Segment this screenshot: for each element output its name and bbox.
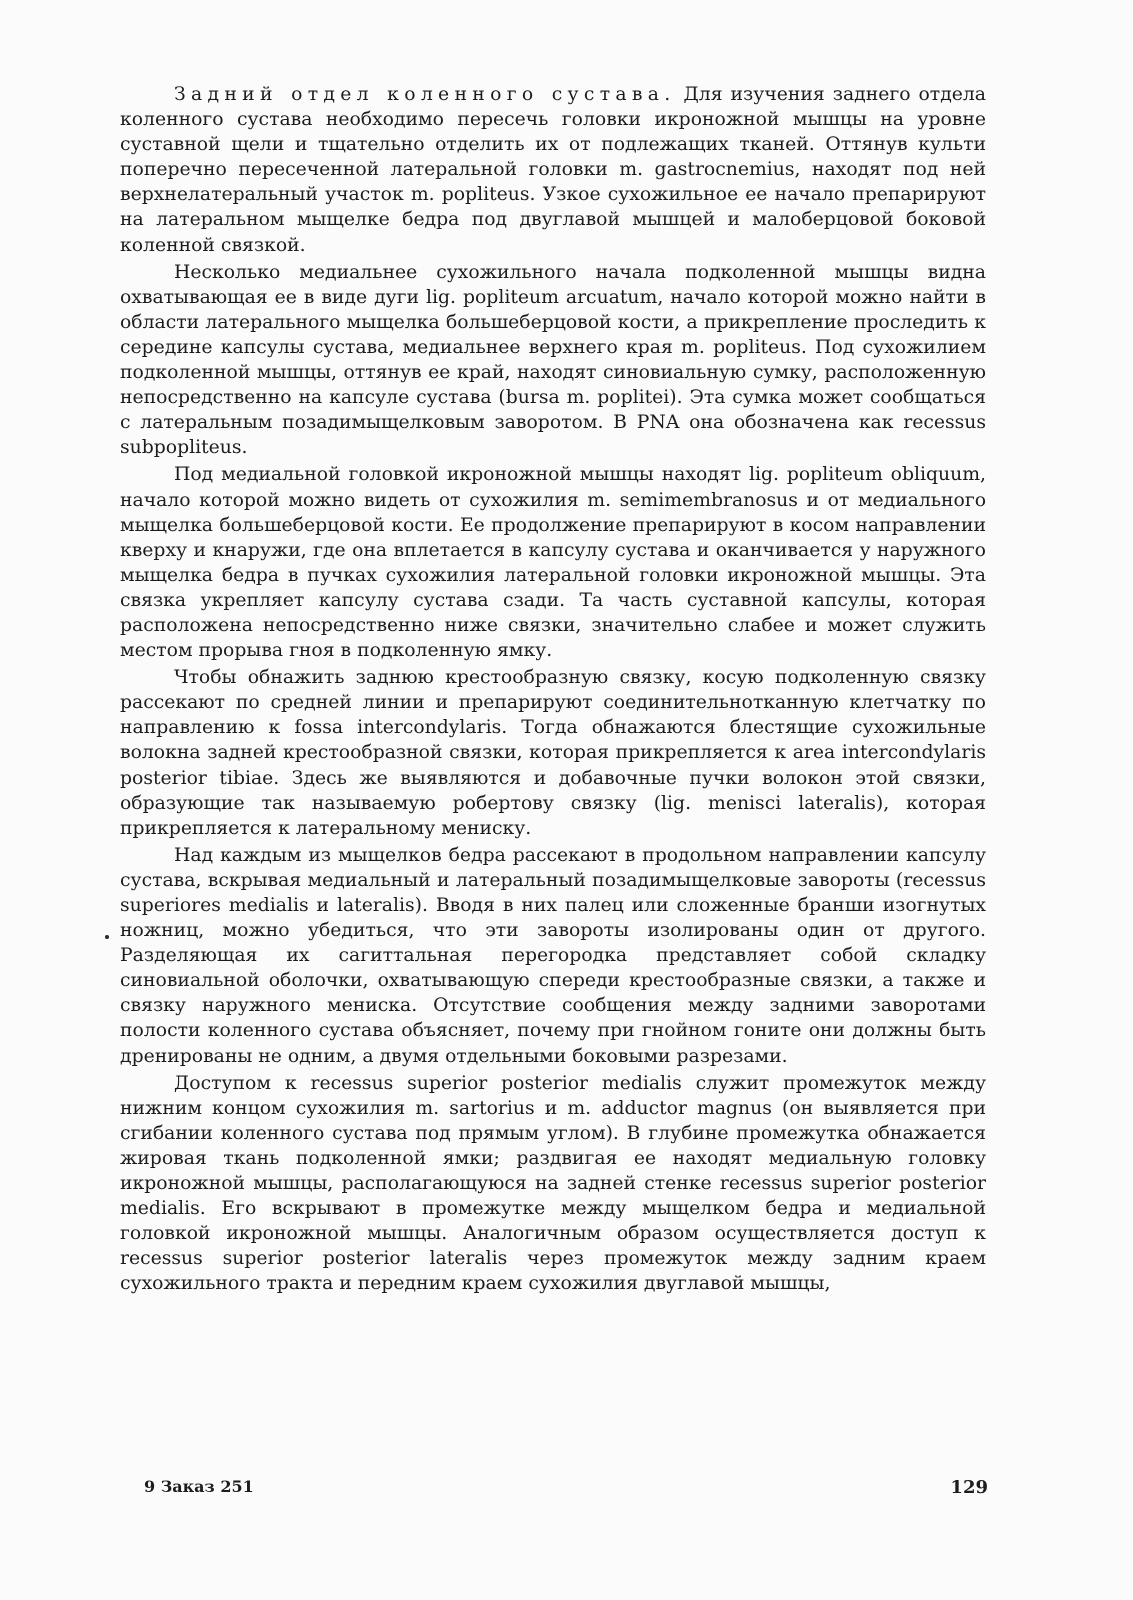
paragraph-2: Несколько медиальнее сухожильного начала подколенной мышцы видна охватывающая ее в виде дуги lig. popliteum arcuatum, начало которой можно найти в области латерального мыщелка большеберцовой кости, а прикрепление проследить к середине капсулы сустава, медиальнее верхнего края m. popliteus. Под сухожилием подколенной мышцы, оттянув ее край, находят синовиальную сумку, расположенную непосредственно на капсуле сустава (bursa m. poplitei). Эта сумка может сообщаться с латеральным позадимыщелковым заворотом. В PNA она обозначена как recessus subpopliteus.	[120, 261, 986, 459]
ink-speck	[105, 935, 109, 939]
page-body	[120, 82, 986, 1299]
paragraph-4: Чтобы обнажить заднюю крестообразную связку, косую подколенную связку рассекают по средней линии и препарируют соединительнотканную клетчатку по направлению к fossa intercondylaris. Тогда обнажаются блестящие сухожильные волокна задней крестообразной связки, которая прикрепляется к area intercondylaris posterior tibiae. Здесь же выявляются и добавочные пучки волокон этой связки, образующие так называемую робертову связку (lig. menisci lateralis), которая прикрепляется к латеральному мениску.	[120, 667, 986, 839]
printer-signature: 9 Заказ 251	[144, 1477, 254, 1496]
page-number: 129	[950, 1477, 988, 1498]
section-heading-inline: Задний отдел коленного сустава.	[174, 84, 676, 105]
paragraph-6: Доступом к recessus superior posterior medialis служит промежуток между нижним концом сухожилия m. sartorius и m. adductor magnus (он выявляется при сгибании коленного сустава под прямым углом). В глубине промежутка обнажается жировая ткань подколенной ямки; раздвигая ее находят медиальную головку икроножной мышцы, располагающуюся на задней стенке recessus superior posterior medialis. Его вскрывают в промежутке между мыщелком бедра и медиальной головкой икроножной мышцы. Аналогичным образом осуществляется доступ к recessus superior posterior lateralis через промежуток между задним краем сухожильного тракта и передним краем сухожилия двуглавой мышцы,	[120, 1072, 986, 1295]
paragraph-5: Над каждым из мыщелков бедра рассекают в продольном направлении капсулу сустава, вскрывая медиальный и латеральный позадимыщелковые завороты (recessus superiores medialis и lateralis). Вводя в них палец или сложенные бранши изогнутых ножниц, можно убедиться, что эти завороты изолированы один от другого. Разделяющая их сагиттальная перегородка представляет собой складку синовиальной оболочки, охватывающую спереди крестообразные связки, а также и связку наружного мениска. Отсутствие сообщения между задними заворотами полости коленного сустава объясняет, почему при гнойном гоните они должны быть дренированы не одним, а двумя отдельными боковыми разрезами.	[120, 844, 986, 1067]
paragraph-1-text: Для изучения заднего отдела коленного сустава необходимо пересечь головки икроножной мышцы на уровне суставной щели и тщательно отделить их от подлежащих тканей. Оттянув культи поперечно пересеченной латеральной головки m. gastrocnemius, находят под ней верхнелатеральный участок m. popliteus. Узкое сухожильное ее начало препарируют на латеральном мыщелке бедра под двуглавой мышцей и малоберцовой боковой коленной связкой.	[120, 84, 986, 256]
paragraph-3: Под медиальной головкой икроножной мышцы находят lig. popliteum obliquum, начало которой можно видеть от сухожилия m. semimembranosus и от медиального мыщелка большеберцовой кости. Ее продолжение препарируют в косом направлении кверху и кнаружи, где она вплетается в капсулу сустава и оканчивается у наружного мыщелка бедра в пучках сухожилия латеральной головки икроножной мышцы. Эта связка укрепляет капсулу сустава сзади. Та часть суставной капсулы, которая расположена непосредственно ниже связки, значительно слабее и может служить местом прорыва гноя в подколенную ямку.	[120, 464, 986, 662]
paragraph-1	[120, 82, 986, 258]
